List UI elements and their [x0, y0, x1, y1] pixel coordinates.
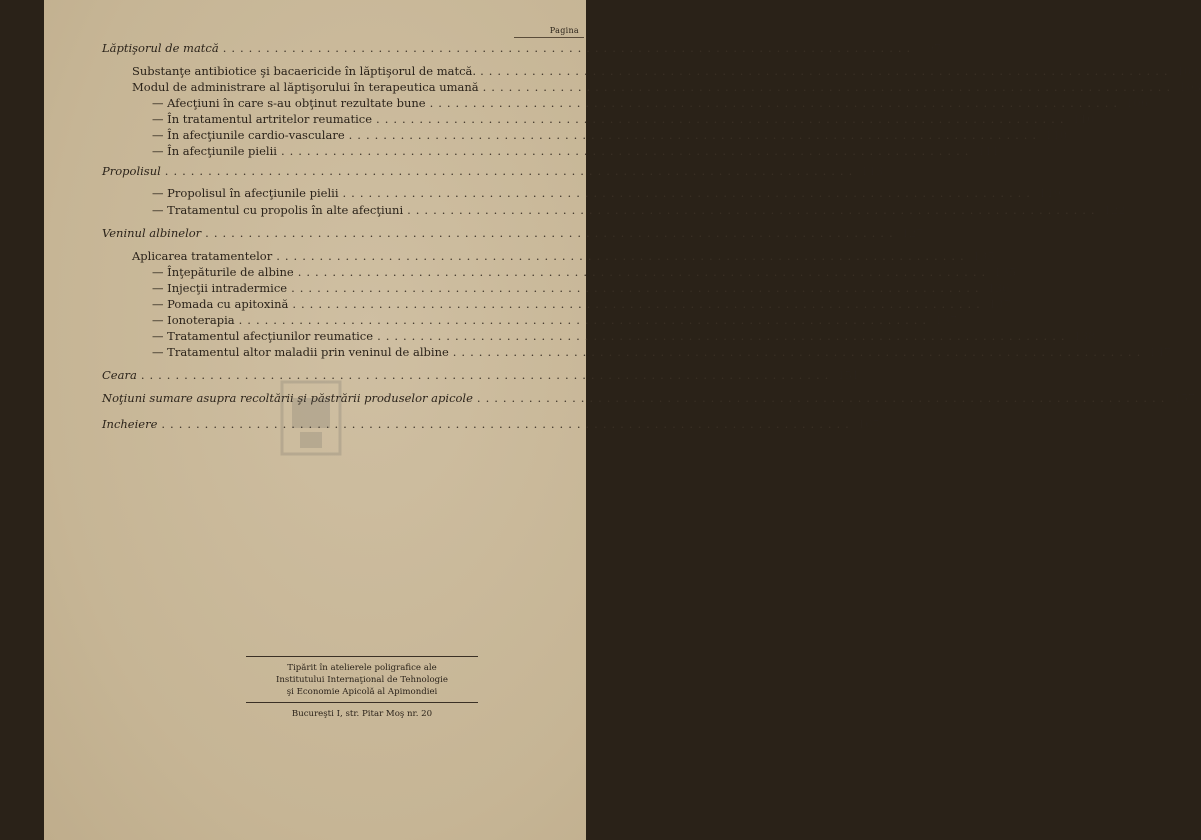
toc-entry-title: — Tratamentul cu propolis în alte afecţiuni — [152, 203, 404, 217]
toc-entry-page: 135 — [972, 249, 995, 263]
toc-entry — [152, 202, 1126, 218]
toc-dot-leader: ................................................................................ — [480, 64, 1173, 78]
toc-dot-leader: ................................................................................ — [292, 297, 985, 311]
toc-entry-page: 122 — [1103, 203, 1126, 217]
toc-entry-title: Lăptişorul de matcă — [102, 41, 219, 55]
imprint-address: Bucureşti I, str. Pitar Moş nr. 20 — [291, 709, 433, 719]
toc-dot-leader: ................................................................................ — [452, 345, 1146, 359]
toc-entry-page: 97 — [926, 41, 942, 55]
toc-entry-page: 111 — [977, 144, 1000, 158]
toc-entry-page: 157 — [1173, 391, 1196, 405]
toc-entry — [152, 280, 1010, 296]
toc-entry-title: Ceara — [102, 368, 137, 382]
toc-entry — [152, 264, 1017, 280]
toc-entry-page: 127 — [901, 226, 924, 240]
toc-entry-title: Incheiere — [102, 417, 158, 431]
toc-entry-title: Noţiuni sumare asupra recoltării şi păstrării produselor apicole — [102, 391, 473, 405]
toc-entry-page: 110 — [1045, 128, 1068, 142]
toc-dot-leader: ................................................................................ — [482, 80, 1176, 94]
toc-entry-page: 135 — [994, 265, 1017, 279]
toc-entry — [132, 248, 995, 264]
toc-entry-title: — Tratamentul afecţiunilor reumatice — [152, 329, 374, 343]
printer-imprint — [246, 656, 478, 720]
toc-entry-page: 165 — [857, 417, 880, 431]
toc-entry — [102, 40, 942, 56]
toc-entry-title: — Afecţiuni în care s-au obţinut rezultate bune — [152, 96, 426, 110]
toc-entry — [152, 143, 1000, 159]
toc-entry — [132, 63, 1199, 79]
toc-entry-title: — Injecţii intradermice — [152, 281, 288, 295]
toc-entry-page: 137 — [988, 297, 1011, 311]
toc-dot-leader: ................................................................................ — [297, 265, 991, 279]
imprint-line-2: Institutului Internaţional de Tehnologie — [275, 675, 448, 685]
toc-entry-title: Substanţe antibiotice şi bacaericide în lăptişorul de matcă. — [132, 64, 477, 78]
toc-entry — [152, 328, 1096, 344]
toc-entry-page: 113 — [861, 164, 884, 178]
imprint-line-1: Tipărit în atelierele poligrafice ale — [287, 663, 437, 673]
toc-entry-title: Modul de administrare al lăptişorului în terapeutica umană — [132, 80, 479, 94]
book-page — [44, 0, 1201, 840]
toc-entry-title: Aplicarea tratamentelor — [132, 249, 273, 263]
toc-entry-page: 103 — [1179, 80, 1201, 94]
toc-entry-page: 147 — [1149, 345, 1172, 359]
toc-dot-leader: ................................................................................ — [238, 313, 932, 327]
toc-entry — [152, 127, 1068, 143]
toc-entry-title: — În afecţiunile pielii — [152, 144, 277, 158]
toc-entry-page: 151 — [837, 368, 860, 382]
toc-dot-leader: ................................................................................ — [342, 186, 1035, 200]
pagina-column-header: Pagina — [549, 26, 579, 35]
imprint-line-3: şi Economie Apicolă al Apimondiei — [286, 687, 438, 697]
toc-entry-title: — Tratamentul altor maladii prin veninul de albine — [152, 345, 449, 359]
toc-entry-title: — Înţepăturile de albine — [152, 265, 294, 279]
toc-entry-title: Veninul albinelor — [102, 226, 202, 240]
toc-entry-page: 137 — [935, 313, 958, 327]
toc-dot-leader: ................................................................................ — [161, 417, 854, 431]
toc-dot-leader: ................................................................................ — [429, 96, 1123, 110]
toc-entry — [132, 79, 1201, 95]
header-rule — [514, 37, 584, 38]
toc-entry-title: — Propolisul în afecţiunile pielii — [152, 186, 339, 200]
toc-dot-leader: ................................................................................ — [348, 128, 1042, 142]
toc-entry-title: — Pomada cu apitoxină — [152, 297, 289, 311]
toc-entry — [152, 312, 958, 328]
toc-entry — [152, 111, 1095, 127]
toc-dot-leader: ................................................................................ — [140, 368, 834, 382]
toc-dot-leader: ................................................................................ — [205, 226, 898, 240]
toc-entry-title: — În afecţiunile cardio-vasculare — [152, 128, 345, 142]
toc-entry — [152, 344, 1172, 360]
toc-entry-page: 110 — [1072, 112, 1095, 126]
toc-dot-leader: ................................................................................ — [377, 329, 1070, 343]
toc-dot-leader: ................................................................................ — [222, 41, 916, 55]
toc-dot-leader: ................................................................................ — [280, 144, 974, 158]
toc-entry — [102, 163, 884, 179]
toc-dot-leader: ................................................................................ — [376, 112, 1069, 126]
toc-dot-leader: ................................................................................ — [276, 249, 969, 263]
toc-entry — [152, 95, 1149, 111]
toc-entry — [152, 296, 1011, 312]
toc-dot-leader: ................................................................................ — [291, 281, 984, 295]
toc-entry-title: — În tratamentul artritelor reumatice — [152, 112, 373, 126]
toc-entry-page: 103 — [1176, 64, 1199, 78]
toc-entry — [152, 185, 1061, 201]
toc-dot-leader: ................................................................................ — [476, 391, 1170, 405]
toc-dot-leader: ................................................................................ — [407, 203, 1100, 217]
toc-entry-page: 106 — [1126, 96, 1149, 110]
toc-entry — [102, 225, 924, 241]
toc-entry-page: 136 — [987, 281, 1010, 295]
toc-entry-title: — Ionoterapia — [152, 313, 235, 327]
toc-entry-page: 138 — [1073, 329, 1096, 343]
toc-entry-page: 119 — [1039, 186, 1061, 200]
watermark-logo — [280, 380, 440, 458]
toc-entry-title: Propolisul — [102, 164, 161, 178]
toc-dot-leader: ................................................................................ — [164, 164, 858, 178]
